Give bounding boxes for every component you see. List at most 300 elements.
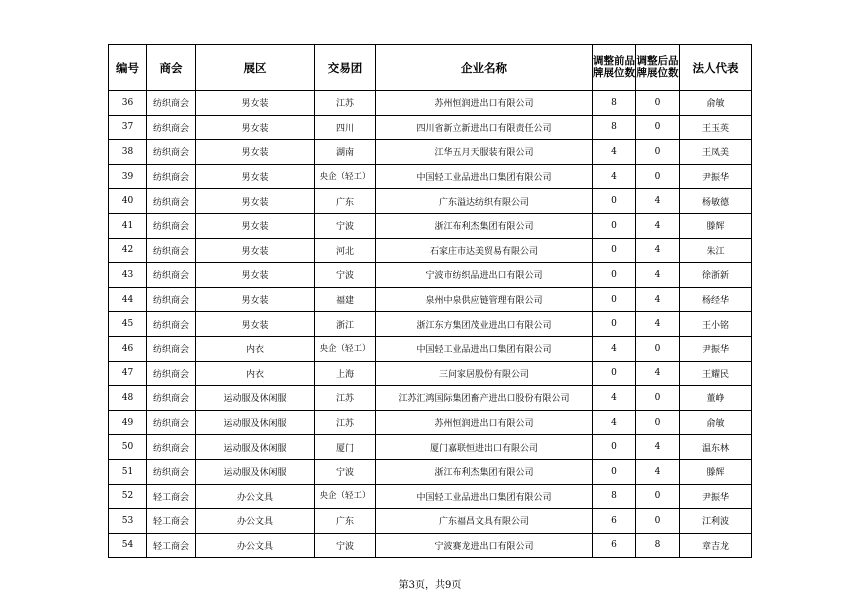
section-cell bbox=[196, 238, 315, 263]
before-count-cell bbox=[593, 238, 636, 263]
legal-rep-cell-text: 江利波 bbox=[701, 517, 729, 528]
company-name-cell bbox=[376, 238, 593, 263]
trade-group-cell-text: 宁波 bbox=[335, 468, 354, 479]
after-count-cell bbox=[636, 435, 680, 460]
trade-group-cell bbox=[315, 386, 376, 411]
row-number-text: 50 bbox=[121, 442, 134, 453]
company-name-cell bbox=[376, 287, 593, 312]
trade-group-cell-text: 江苏 bbox=[335, 99, 354, 110]
legal-rep-cell-text: 徐浙新 bbox=[701, 271, 729, 282]
after-count-cell bbox=[636, 140, 680, 165]
after-count-cell-text: 0 bbox=[654, 171, 661, 182]
after-count-cell-text: 4 bbox=[654, 294, 661, 305]
trade-group-cell-text: 广东 bbox=[335, 517, 354, 528]
row-number bbox=[109, 410, 147, 435]
chamber-cell-text: 纺织商会 bbox=[152, 271, 189, 282]
table-row bbox=[109, 115, 752, 140]
after-count-cell-text: 0 bbox=[654, 392, 661, 403]
section-cell-text: 男女装 bbox=[241, 320, 269, 331]
chamber-cell-text: 纺织商会 bbox=[152, 443, 189, 454]
header-legal-rep: 法人代表 bbox=[680, 45, 752, 91]
trade-group-cell bbox=[315, 213, 376, 238]
trade-group-cell-text: 广东 bbox=[335, 197, 354, 208]
trade-group-cell bbox=[315, 533, 376, 558]
company-name-cell bbox=[376, 386, 593, 411]
legal-rep-cell-text: 滕辉 bbox=[706, 222, 725, 233]
trade-group-cell-text: 江苏 bbox=[335, 394, 354, 405]
legal-rep-cell bbox=[680, 140, 752, 165]
before-count-cell-text: 6 bbox=[611, 515, 617, 526]
trade-group-cell-text: 上海 bbox=[335, 369, 354, 380]
section-cell bbox=[196, 213, 315, 238]
chamber-cell bbox=[147, 189, 196, 214]
section-cell bbox=[196, 533, 315, 558]
legal-rep-cell-text: 尹振华 bbox=[701, 173, 729, 184]
company-name-cell-text: 宁波赛龙进出口有限公司 bbox=[434, 541, 534, 552]
row-number bbox=[109, 115, 147, 140]
company-name-cell bbox=[376, 533, 593, 558]
section-cell bbox=[196, 312, 315, 337]
after-count-cell bbox=[636, 386, 680, 411]
row-number bbox=[109, 484, 147, 509]
legal-rep-cell-text: 温东林 bbox=[701, 443, 729, 454]
company-name-cell bbox=[376, 336, 593, 361]
trade-group-cell bbox=[315, 287, 376, 312]
company-name-cell-text: 三问家居股份有限公司 bbox=[438, 369, 529, 380]
chamber-cell bbox=[147, 312, 196, 337]
trade-group-cell bbox=[315, 410, 376, 435]
legal-rep-cell bbox=[680, 238, 752, 263]
after-count-cell bbox=[636, 336, 680, 361]
table-row bbox=[109, 509, 752, 534]
company-name-cell bbox=[376, 509, 593, 534]
table-row bbox=[109, 189, 752, 214]
legal-rep-cell bbox=[680, 91, 752, 116]
before-count-cell-text: 4 bbox=[611, 171, 617, 182]
trade-group-cell-text: 福建 bbox=[335, 296, 354, 307]
table-row bbox=[109, 386, 752, 411]
after-count-cell-text: 0 bbox=[654, 122, 661, 133]
section-cell-text: 运动服及休闲服 bbox=[223, 443, 287, 454]
legal-rep-cell bbox=[680, 287, 752, 312]
table-row bbox=[109, 533, 752, 558]
after-count-cell bbox=[636, 509, 680, 534]
row-number bbox=[109, 213, 147, 238]
row-number-text: 43 bbox=[121, 269, 134, 280]
company-name-cell-text: 四川省新立新进出口有限责任公司 bbox=[416, 123, 552, 134]
company-name-cell bbox=[376, 410, 593, 435]
trade-group-cell bbox=[315, 91, 376, 116]
section-cell bbox=[196, 140, 315, 165]
after-count-cell bbox=[636, 312, 680, 337]
trade-group-cell bbox=[315, 312, 376, 337]
section-cell bbox=[196, 386, 315, 411]
chamber-cell-text: 轻工商会 bbox=[152, 492, 189, 503]
after-count-cell-text: 4 bbox=[654, 196, 661, 207]
before-count-cell bbox=[593, 287, 636, 312]
header-group: 交易团 bbox=[315, 45, 376, 91]
section-cell bbox=[196, 263, 315, 288]
before-count-cell bbox=[593, 312, 636, 337]
before-count-cell-text: 0 bbox=[611, 269, 617, 280]
row-number bbox=[109, 435, 147, 460]
trade-group-cell bbox=[315, 459, 376, 484]
row-number bbox=[109, 189, 147, 214]
after-count-cell bbox=[636, 263, 680, 288]
before-count-cell bbox=[593, 484, 636, 509]
row-number bbox=[109, 312, 147, 337]
before-count-cell bbox=[593, 533, 636, 558]
legal-rep-cell bbox=[680, 533, 752, 558]
legal-rep-cell-text: 俞敏 bbox=[706, 99, 725, 110]
before-count-cell bbox=[593, 336, 636, 361]
table-row bbox=[109, 459, 752, 484]
row-number-text: 37 bbox=[121, 122, 134, 133]
legal-rep-cell bbox=[680, 312, 752, 337]
row-number-text: 44 bbox=[121, 294, 134, 305]
after-count-cell-text: 0 bbox=[654, 97, 661, 108]
row-number bbox=[109, 287, 147, 312]
legal-rep-cell bbox=[680, 435, 752, 460]
trade-group-cell bbox=[315, 435, 376, 460]
legal-rep-cell-text: 尹振华 bbox=[701, 345, 729, 356]
company-name-cell bbox=[376, 361, 593, 386]
before-count-cell-text: 4 bbox=[611, 146, 617, 157]
chamber-cell bbox=[147, 164, 196, 189]
table-row bbox=[109, 140, 752, 165]
trade-group-cell-text: 厦门 bbox=[335, 443, 354, 454]
chamber-cell-text: 纺织商会 bbox=[152, 419, 189, 430]
row-number-text: 45 bbox=[121, 319, 134, 330]
before-count-cell bbox=[593, 91, 636, 116]
company-name-cell bbox=[376, 459, 593, 484]
company-name-cell-text: 石家庄市达美贸易有限公司 bbox=[429, 246, 538, 257]
section-cell bbox=[196, 115, 315, 140]
table-row bbox=[109, 238, 752, 263]
row-number bbox=[109, 164, 147, 189]
chamber-cell-text: 纺织商会 bbox=[152, 99, 189, 110]
legal-rep-cell-text: 王耀民 bbox=[701, 369, 729, 380]
section-cell bbox=[196, 459, 315, 484]
before-count-cell-text: 0 bbox=[611, 294, 617, 305]
section-cell bbox=[196, 410, 315, 435]
section-cell bbox=[196, 484, 315, 509]
trade-group-cell-text: 央企（轻工） bbox=[319, 491, 371, 502]
after-count-cell-text: 4 bbox=[654, 220, 661, 231]
after-count-cell bbox=[636, 213, 680, 238]
section-cell-text: 男女装 bbox=[241, 99, 269, 110]
row-number bbox=[109, 140, 147, 165]
legal-rep-cell-text: 俞敏 bbox=[706, 419, 725, 430]
after-count-cell bbox=[636, 115, 680, 140]
chamber-cell bbox=[147, 509, 196, 534]
section-cell-text: 男女装 bbox=[241, 173, 269, 184]
section-cell bbox=[196, 509, 315, 534]
chamber-cell-text: 纺织商会 bbox=[152, 468, 189, 479]
table-row bbox=[109, 484, 752, 509]
row-number bbox=[109, 263, 147, 288]
chamber-cell-text: 纺织商会 bbox=[152, 296, 189, 307]
table-row bbox=[109, 312, 752, 337]
legal-rep-cell-text: 王玉英 bbox=[701, 123, 729, 134]
after-count-cell bbox=[636, 410, 680, 435]
trade-group-cell-text: 湖南 bbox=[335, 148, 354, 159]
legal-rep-cell-text: 董峥 bbox=[706, 394, 725, 405]
before-count-cell-text: 8 bbox=[611, 97, 617, 108]
row-number-text: 38 bbox=[121, 146, 134, 157]
chamber-cell bbox=[147, 410, 196, 435]
trade-group-cell-text: 宁波 bbox=[335, 271, 354, 282]
after-count-cell bbox=[636, 484, 680, 509]
chamber-cell bbox=[147, 263, 196, 288]
legal-rep-cell bbox=[680, 484, 752, 509]
before-count-cell bbox=[593, 459, 636, 484]
chamber-cell-text: 纺织商会 bbox=[152, 222, 189, 233]
company-name-cell-text: 厦门嘉联恒进出口有限公司 bbox=[429, 443, 538, 454]
after-count-cell-text: 8 bbox=[654, 540, 661, 551]
table-row bbox=[109, 336, 752, 361]
after-count-cell-text: 4 bbox=[654, 442, 661, 453]
chamber-cell-text: 轻工商会 bbox=[152, 541, 189, 552]
after-count-cell bbox=[636, 238, 680, 263]
row-number bbox=[109, 91, 147, 116]
company-name-cell-text: 江华五月天服装有限公司 bbox=[434, 148, 534, 159]
header-before-count: 调整前品牌展位数 bbox=[593, 45, 636, 91]
legal-rep-cell-text: 朱江 bbox=[706, 246, 725, 257]
chamber-cell bbox=[147, 484, 196, 509]
section-cell bbox=[196, 435, 315, 460]
row-number-text: 52 bbox=[121, 491, 134, 502]
section-cell-text: 运动服及休闲服 bbox=[223, 394, 287, 405]
header-after-count: 调整后品牌展位数 bbox=[636, 45, 680, 91]
company-name-cell-text: 中国轻工业品进出口集团有限公司 bbox=[416, 173, 552, 184]
section-cell-text: 男女装 bbox=[241, 148, 269, 159]
before-count-cell-text: 6 bbox=[611, 540, 617, 551]
after-count-cell bbox=[636, 91, 680, 116]
legal-rep-cell-text: 滕辉 bbox=[706, 468, 725, 479]
chamber-cell bbox=[147, 361, 196, 386]
legal-rep-cell bbox=[680, 361, 752, 386]
row-number-text: 47 bbox=[121, 368, 134, 379]
table-row bbox=[109, 361, 752, 386]
company-name-cell-text: 江苏汇鸿国际集团畜产进出口股份有限公司 bbox=[398, 394, 570, 405]
legal-rep-cell-text: 王凤美 bbox=[701, 148, 729, 159]
company-name-cell bbox=[376, 164, 593, 189]
trade-group-cell bbox=[315, 263, 376, 288]
after-count-cell-text: 0 bbox=[654, 417, 661, 428]
legal-rep-cell bbox=[680, 386, 752, 411]
chamber-cell bbox=[147, 435, 196, 460]
chamber-cell-text: 纺织商会 bbox=[152, 173, 189, 184]
trade-group-cell-text: 央企（轻工） bbox=[319, 171, 371, 182]
legal-rep-cell-text: 章吉龙 bbox=[701, 541, 729, 552]
before-count-cell bbox=[593, 164, 636, 189]
row-number-text: 42 bbox=[121, 245, 134, 256]
company-name-cell-text: 苏州恒润进出口有限公司 bbox=[434, 419, 534, 430]
legal-rep-cell bbox=[680, 164, 752, 189]
row-number-text: 53 bbox=[121, 515, 134, 526]
trade-group-cell-text: 央企（轻工） bbox=[319, 343, 371, 354]
chamber-cell bbox=[147, 140, 196, 165]
trade-group-cell-text: 宁波 bbox=[335, 541, 354, 552]
trade-group-cell bbox=[315, 164, 376, 189]
before-count-cell bbox=[593, 361, 636, 386]
company-name-cell bbox=[376, 435, 593, 460]
company-name-cell-text: 中国轻工业品进出口集团有限公司 bbox=[416, 492, 552, 503]
section-cell-text: 运动服及休闲服 bbox=[223, 468, 287, 479]
before-count-cell-text: 8 bbox=[611, 491, 617, 502]
section-cell bbox=[196, 336, 315, 361]
company-name-cell-text: 广东福昌文具有限公司 bbox=[438, 517, 529, 528]
section-cell-text: 男女装 bbox=[241, 296, 269, 307]
section-cell-text: 男女装 bbox=[241, 246, 269, 257]
before-count-cell-text: 4 bbox=[611, 343, 617, 354]
after-count-cell bbox=[636, 459, 680, 484]
before-count-cell-text: 0 bbox=[611, 245, 617, 256]
trade-group-cell-text: 宁波 bbox=[335, 222, 354, 233]
row-number bbox=[109, 509, 147, 534]
after-count-cell-text: 4 bbox=[654, 245, 661, 256]
section-cell-text: 男女装 bbox=[241, 271, 269, 282]
row-number bbox=[109, 238, 147, 263]
trade-group-cell-text: 河北 bbox=[335, 246, 354, 257]
after-count-cell-text: 4 bbox=[654, 368, 661, 379]
section-cell-text: 内衣 bbox=[245, 369, 264, 380]
table-row bbox=[109, 287, 752, 312]
row-number-text: 36 bbox=[121, 97, 134, 108]
company-name-cell bbox=[376, 263, 593, 288]
before-count-cell bbox=[593, 189, 636, 214]
legal-rep-cell bbox=[680, 189, 752, 214]
row-number-text: 54 bbox=[121, 540, 134, 551]
company-name-cell bbox=[376, 140, 593, 165]
section-cell bbox=[196, 287, 315, 312]
company-name-cell-text: 浙江布利杰集团有限公司 bbox=[434, 222, 534, 233]
legal-rep-cell-text: 杨敏德 bbox=[701, 197, 729, 208]
after-count-cell-text: 0 bbox=[654, 491, 661, 502]
trade-group-cell bbox=[315, 336, 376, 361]
company-name-cell bbox=[376, 91, 593, 116]
trade-group-cell-text: 江苏 bbox=[335, 419, 354, 430]
chamber-cell bbox=[147, 91, 196, 116]
table-row bbox=[109, 410, 752, 435]
before-count-cell bbox=[593, 263, 636, 288]
after-count-cell-text: 0 bbox=[654, 146, 661, 157]
table-row bbox=[109, 435, 752, 460]
section-cell bbox=[196, 91, 315, 116]
chamber-cell bbox=[147, 213, 196, 238]
before-count-cell bbox=[593, 140, 636, 165]
section-cell bbox=[196, 361, 315, 386]
company-name-cell-text: 广东溢达纺织有限公司 bbox=[438, 197, 529, 208]
section-cell-text: 运动服及休闲服 bbox=[223, 419, 287, 430]
chamber-cell bbox=[147, 238, 196, 263]
trade-group-cell bbox=[315, 115, 376, 140]
company-name-cell bbox=[376, 115, 593, 140]
trade-group-cell-text: 浙江 bbox=[335, 320, 354, 331]
before-count-cell-text: 4 bbox=[611, 392, 617, 403]
legal-rep-cell-text: 王小铭 bbox=[701, 320, 729, 331]
after-count-cell-text: 4 bbox=[654, 319, 661, 330]
before-count-cell bbox=[593, 115, 636, 140]
section-cell-text: 男女装 bbox=[241, 197, 269, 208]
legal-rep-cell bbox=[680, 115, 752, 140]
legal-rep-cell bbox=[680, 336, 752, 361]
row-number bbox=[109, 386, 147, 411]
company-name-cell bbox=[376, 312, 593, 337]
before-count-cell-text: 0 bbox=[611, 442, 617, 453]
after-count-cell bbox=[636, 533, 680, 558]
section-cell-text: 办公文具 bbox=[236, 541, 273, 552]
header-section: 展区 bbox=[196, 45, 315, 91]
company-name-cell bbox=[376, 484, 593, 509]
header-company: 企业名称 bbox=[376, 45, 593, 91]
header-no: 编号 bbox=[109, 45, 147, 91]
chamber-cell bbox=[147, 115, 196, 140]
row-number bbox=[109, 459, 147, 484]
table-row bbox=[109, 164, 752, 189]
table-row bbox=[109, 263, 752, 288]
chamber-cell-text: 纺织商会 bbox=[152, 197, 189, 208]
legal-rep-cell bbox=[680, 263, 752, 288]
chamber-cell-text: 纺织商会 bbox=[152, 123, 189, 134]
table-header-row bbox=[109, 45, 752, 91]
table-row bbox=[109, 91, 752, 116]
row-number-text: 40 bbox=[121, 196, 134, 207]
legal-rep-cell-text: 尹振华 bbox=[701, 492, 729, 503]
chamber-cell bbox=[147, 336, 196, 361]
before-count-cell-text: 0 bbox=[611, 220, 617, 231]
row-number-text: 41 bbox=[121, 220, 134, 231]
after-count-cell bbox=[636, 361, 680, 386]
before-count-cell-text: 0 bbox=[611, 466, 617, 477]
after-count-cell bbox=[636, 287, 680, 312]
company-name-cell-text: 浙江布利杰集团有限公司 bbox=[434, 468, 534, 479]
after-count-cell-text: 4 bbox=[654, 466, 661, 477]
chamber-cell-text: 轻工商会 bbox=[152, 517, 189, 528]
legal-rep-cell bbox=[680, 410, 752, 435]
chamber-cell bbox=[147, 386, 196, 411]
row-number-text: 48 bbox=[121, 392, 134, 403]
page-footer: 第3页，共9页 bbox=[398, 580, 462, 591]
company-name-cell-text: 宁波市纺织品进出口有限公司 bbox=[425, 271, 543, 282]
row-number-text: 51 bbox=[121, 466, 134, 477]
trade-group-cell bbox=[315, 238, 376, 263]
legal-rep-cell-text: 杨经华 bbox=[701, 296, 729, 307]
trade-group-cell-text: 四川 bbox=[335, 123, 354, 134]
before-count-cell bbox=[593, 213, 636, 238]
after-count-cell bbox=[636, 189, 680, 214]
chamber-cell-text: 纺织商会 bbox=[152, 345, 189, 356]
before-count-cell-text: 0 bbox=[611, 319, 617, 330]
after-count-cell bbox=[636, 164, 680, 189]
row-number-text: 39 bbox=[121, 171, 134, 182]
chamber-cell-text: 纺织商会 bbox=[152, 148, 189, 159]
chamber-cell-text: 纺织商会 bbox=[152, 246, 189, 257]
row-number bbox=[109, 361, 147, 386]
section-cell-text: 男女装 bbox=[241, 222, 269, 233]
legal-rep-cell bbox=[680, 509, 752, 534]
before-count-cell bbox=[593, 435, 636, 460]
row-number-text: 46 bbox=[121, 343, 134, 354]
row-number bbox=[109, 336, 147, 361]
before-count-cell bbox=[593, 509, 636, 534]
section-cell bbox=[196, 164, 315, 189]
legal-rep-cell bbox=[680, 213, 752, 238]
section-cell-text: 办公文具 bbox=[236, 517, 273, 528]
chamber-cell bbox=[147, 533, 196, 558]
chamber-cell bbox=[147, 287, 196, 312]
